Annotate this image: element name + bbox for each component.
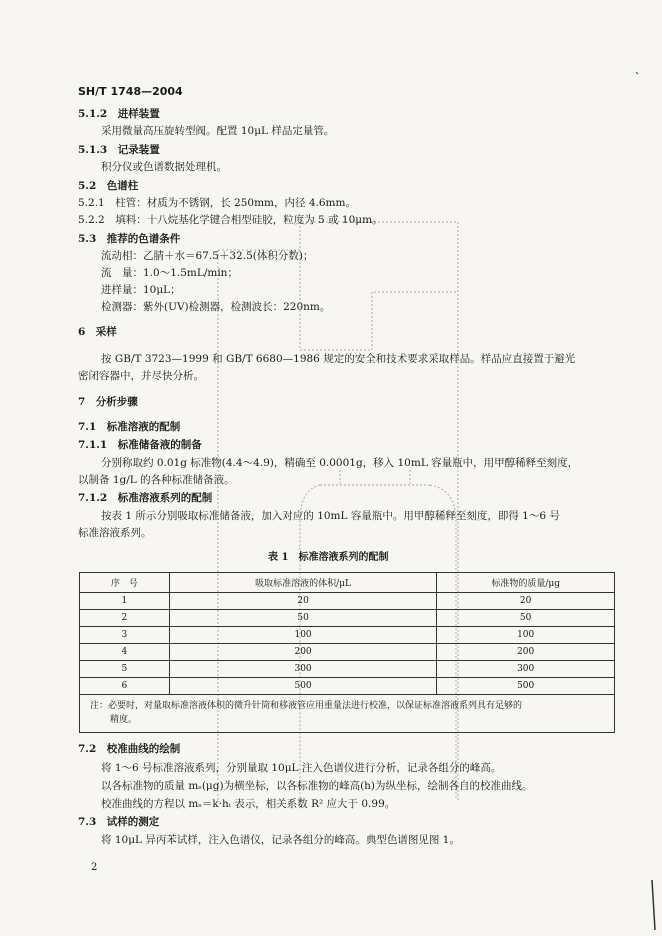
heading-7-1-2: 7.1.2 标准溶液系列的配制 xyxy=(78,492,213,504)
condition-flow: 流 量：1.0～1.5mL/min； xyxy=(101,267,238,279)
condition-mobile-phase: 流动相：乙腈＋水＝67.5＋32.5(体积分数)； xyxy=(101,250,314,262)
table-cell: 300 xyxy=(437,661,615,678)
heading-5-2: 5.2 色谱柱 xyxy=(78,180,139,192)
paragraph: 分别称取约 0.01g 标准物(4.4～4.9)，精确至 0.0001g，移入 10mL 容量瓶中，用甲醇稀释至刻度， xyxy=(101,457,579,469)
table-cell: 6 xyxy=(80,678,170,695)
condition-detector: 检测器：紫外(UV)检测器，检测波长：220nm。 xyxy=(101,301,331,313)
heading-5-3: 5.3 推荐的色谱条件 xyxy=(78,233,181,245)
table-note xyxy=(80,695,615,733)
table-cell: 20 xyxy=(437,593,615,610)
table-cell: 5 xyxy=(80,661,170,678)
header-cell: 标准物的质量/μg xyxy=(437,573,615,593)
paragraph: 5.2.2 填料：十八烷基化学键合相型硅胶，粒度为 5 或 10μm。 xyxy=(78,214,383,226)
heading-6: 6 采样 xyxy=(78,326,117,338)
table-row xyxy=(80,644,615,661)
paragraph: 以制备 1g/L 的各种标准储备液。 xyxy=(78,474,235,486)
paragraph: 积分仪或色谱数据处理机。 xyxy=(101,161,227,173)
heading-5-1-2: 5.1.2 进样装置 xyxy=(78,108,160,120)
heading-7: 7 分析步骤 xyxy=(78,396,138,408)
heading-7-1-1: 7.1.1 标准储备液的制备 xyxy=(78,439,202,451)
table-cell: 100 xyxy=(169,627,436,644)
condition-injection: 进样量：10μL； xyxy=(101,284,181,296)
table-note-line: 注：必要时，对量取标准溶液体积的微升针筒和移液管应用重量法进行校准，以保证标准溶液系列具有足够的 xyxy=(90,701,523,711)
table-row xyxy=(80,678,615,695)
paragraph: 采用微量高压旋转型阀。配置 10μL 样品定量管。 xyxy=(101,125,335,137)
paragraph: 将 10μL 异丙苯试样，注入色谱仪，记录各组分的峰高。典型色谱图见图 1。 xyxy=(101,834,460,846)
paragraph: 按表 1 所示分别吸取标准储备液，加入对应的 10mL 容量瓶中。用甲醇稀释至刻度，即得 1～6 号 xyxy=(101,510,560,522)
table-header-row xyxy=(80,573,615,593)
paragraph: 按 GB/T 3723—1999 和 GB/T 6680—1986 规定的安全和技术要求采取样品。样品应直接置于避光 xyxy=(101,353,576,365)
standard-solution-table xyxy=(79,572,615,733)
table-cell: 200 xyxy=(169,644,436,661)
paragraph: 标准溶液系列。 xyxy=(78,527,152,539)
table-cell: 100 xyxy=(437,627,615,644)
table-cell: 50 xyxy=(169,610,436,627)
table-cell: 2 xyxy=(80,610,170,627)
table-cell: 4 xyxy=(80,644,170,661)
paragraph: 5.2.1 柱管：材质为不锈钢，长 250mm，内径 4.6mm。 xyxy=(78,197,356,209)
header-cell: 吸取标准溶液的体积/μL xyxy=(169,573,436,593)
heading-7-2: 7.2 校准曲线的绘制 xyxy=(78,743,181,755)
table-row xyxy=(80,610,615,627)
table-cell: 300 xyxy=(169,661,436,678)
table-row xyxy=(80,593,615,610)
table-caption: 表 1 标准溶液系列的配制 xyxy=(268,552,389,563)
table-cell: 50 xyxy=(437,610,615,627)
table-note-row xyxy=(80,695,615,733)
paragraph: 密闭容器中，并尽快分析。 xyxy=(78,370,204,382)
page-number: 2 xyxy=(91,862,98,873)
table-cell: 500 xyxy=(437,678,615,695)
table-cell: 1 xyxy=(80,593,170,610)
table-cell: 500 xyxy=(169,678,436,695)
header-cell: 序 号 xyxy=(80,573,170,593)
paragraph: 将 1～6 号标准溶液系列，分别量取 10μL 注入色谱仪进行分析，记录各组分的峰高。 xyxy=(101,762,502,774)
heading-7-3: 7.3 试样的测定 xyxy=(78,816,160,828)
table-row xyxy=(80,627,615,644)
paragraph: 校准曲线的方程以 mₛ＝k·hᵢ 表示，相关系数 R² 应大于 0.99。 xyxy=(101,798,396,810)
heading-7-1: 7.1 标准溶液的配制 xyxy=(78,421,181,433)
table-row xyxy=(80,661,615,678)
heading-5-1-3: 5.1.3 记录装置 xyxy=(78,144,160,156)
table-cell: 3 xyxy=(80,627,170,644)
table-note-line: 精度。 xyxy=(110,715,138,726)
paragraph: 以各标准物的质量 mₛ(μg)为横坐标，以各标准物的峰高(h)为纵坐标，绘制各自的校准曲线。 xyxy=(101,780,533,792)
table-cell: 20 xyxy=(169,593,436,610)
running-header: SH/T 1748—2004 xyxy=(78,85,183,98)
table-cell: 200 xyxy=(437,644,615,661)
